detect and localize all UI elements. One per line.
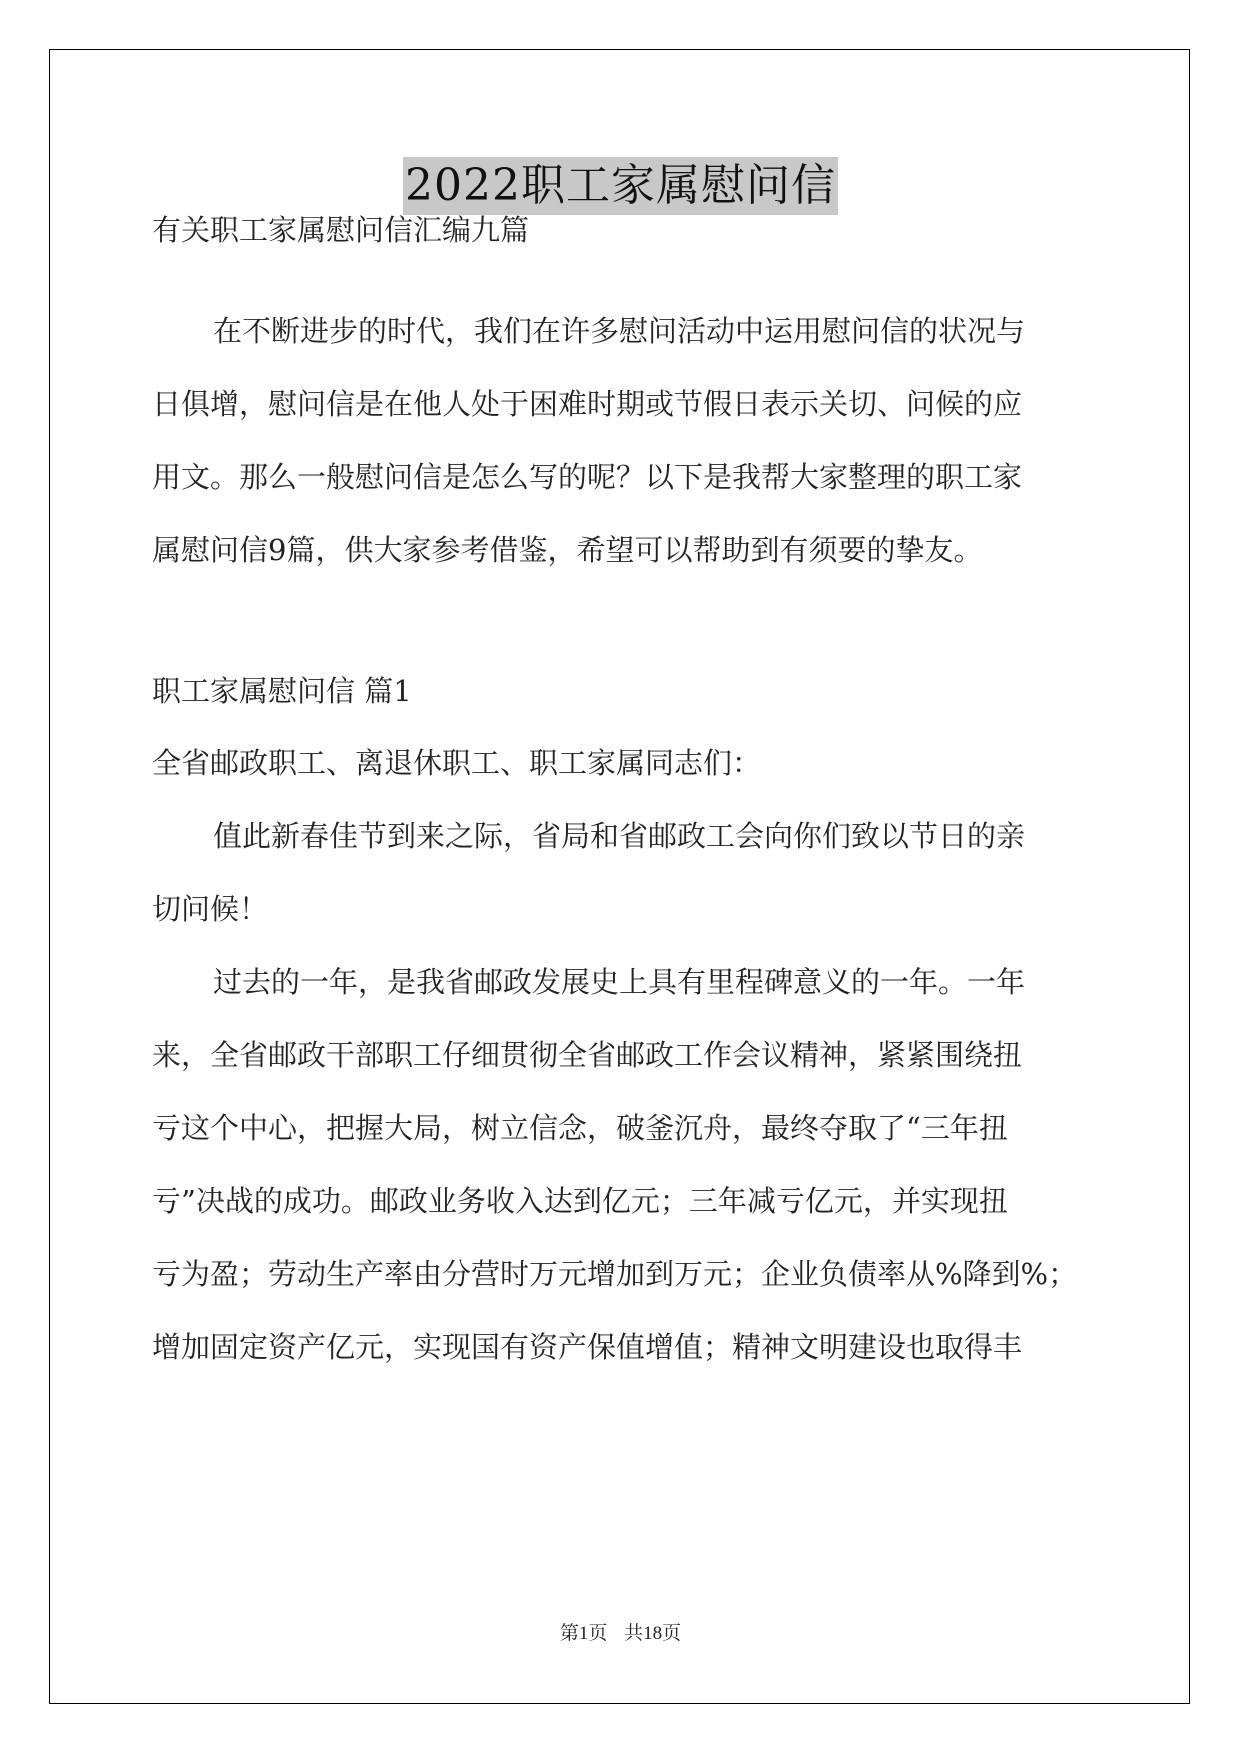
intro-line-4: 属慰问信9篇，供大家参考借鉴，希望可以帮助到有须要的挚友。 [152, 533, 983, 567]
paragraph2-line-1: 过去的一年，是我省邮政发展史上具有里程碑意义的一年。一年 [213, 965, 1026, 999]
paragraph2-line-3: 亏这个中心，把握大局，树立信念，破釜沉舟，最终夺取了“三年扭 [152, 1111, 1008, 1145]
intro-line-3: 用文。那么一般慰问信是怎么写的呢？以下是我帮大家整理的职工家 [152, 460, 1023, 494]
intro-line-2: 日俱增，慰问信是在他人处于困难时期或节假日表示关切、问候的应 [152, 387, 1023, 421]
paragraph2-line-4: 亏”决战的成功。邮政业务收入达到亿元；三年减亏亿元，并实现扭 [152, 1184, 1008, 1218]
page-footer [0, 1618, 1241, 1645]
paragraph1-line-2: 切问候！ [152, 892, 269, 926]
page-border [49, 49, 1190, 1704]
paragraph1-line-1: 值此新春佳节到来之际，省局和省邮政工会向你们致以节日的亲 [213, 819, 1026, 853]
paragraph2-line-5: 亏为盈；劳动生产率由分营时万元增加到万元；企业负债率从%降到%； [152, 1257, 1078, 1291]
document-title-wrapper [0, 157, 1241, 215]
paragraph2-line-6: 增加固定资产亿元，实现国有资产保值增值；精神文明建设也取得丰 [152, 1330, 1023, 1364]
section-heading: 职工家属慰问信 篇1 [152, 674, 412, 708]
page-number: 第1页 [559, 1623, 608, 1644]
salutation: 全省邮政职工、离退休职工、职工家属同志们： [152, 746, 762, 780]
document-title: 2022职工家属慰问信 [403, 157, 838, 215]
page-total: 共18页 [624, 1623, 682, 1644]
subtitle: 有关职工家属慰问信汇编九篇 [152, 213, 530, 247]
paragraph2-line-2: 来，全省邮政干部职工仔细贯彻全省邮政工作会议精神，紧紧围绕扭 [152, 1038, 1023, 1072]
intro-line-1: 在不断进步的时代，我们在许多慰问活动中运用慰问信的状况与 [213, 314, 1026, 348]
